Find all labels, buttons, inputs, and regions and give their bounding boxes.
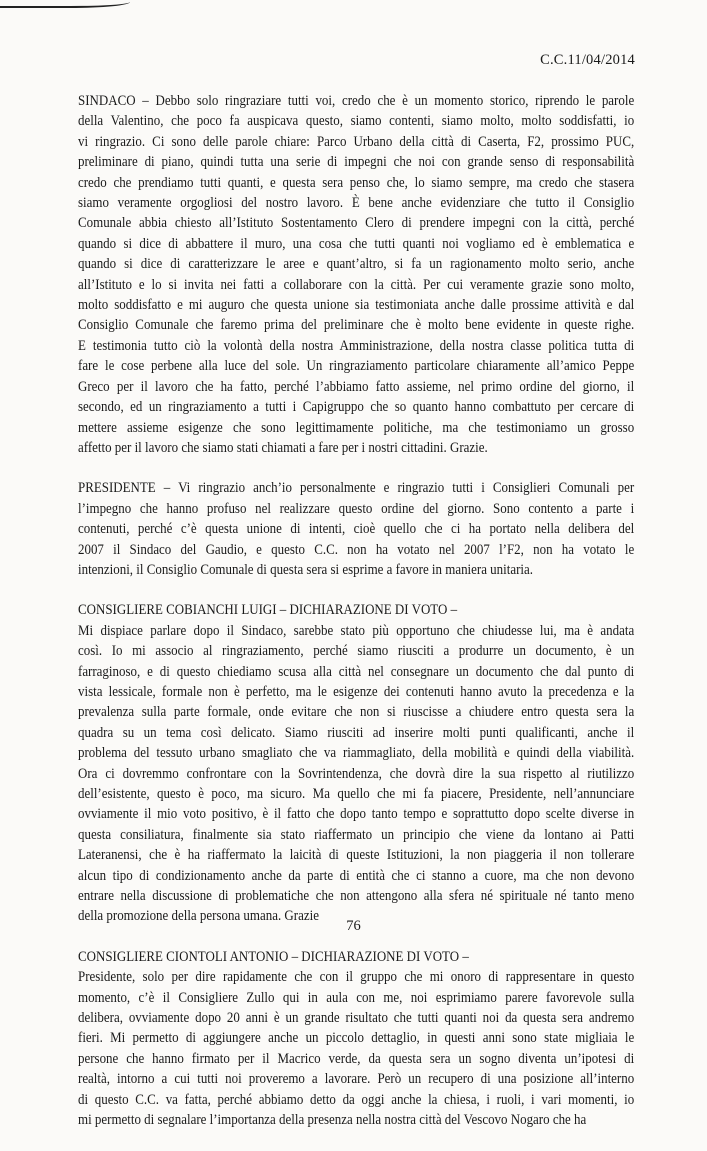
text-line: E testimonia tutto ciò la volontà della nostra Amministrazione, della nostra classe politica tutta di <box>78 337 635 354</box>
speech-presidente <box>78 478 634 580</box>
text-line: molto soddisfatto e mi auguro che questa unione sia testimoniata anche dalle prossime attività e dal <box>78 297 635 314</box>
text-line: intenzioni, il Consiglio Comunale di questa sera si esprime a favore in maniera unitaria. <box>78 561 533 578</box>
text-line: mettere assieme esigenze che sono legittimamente politiche, ma che testimoniamo un grosso <box>78 419 635 436</box>
text-line: entrare nella discussione di problematiche che non attengono alla sfera né spirituale né tanto meno <box>78 888 635 905</box>
text-line: di questo C.C. va fatta, perché abbiamo detto da oggi anche la chiesa, i ruoli, i vari momenti, io <box>78 1091 635 1108</box>
text-line: 2007 il Sindaco del Gaudio, e questo C.C. non ha votato nel 2007 l’F2, non ha votato le <box>78 541 635 558</box>
text-line: Comunale abbia chiesto all’Istituto Sostentamento Clero di prendere impegni con la città, perché <box>78 215 635 232</box>
text-line: SINDACO – Debbo solo ringraziare tutti voi, credo che è un momento storico, riprendo le parole <box>78 93 635 109</box>
scan-edge-mark <box>0 0 130 8</box>
text-line: persone che hanno firmato per il Macrico verde, da questa sera un sogno diventa un’ipotesi di <box>78 1050 635 1067</box>
text-line: vi ringrazio. Ci sono delle parole chiare: Parco Urbano della città di Caserta, F2, prossimo PUC, <box>78 133 635 150</box>
text-line: farraginoso, e di questo chiediamo scusa alla città nel consegnare un documento che dal punto di <box>78 663 635 680</box>
text-line: siamo veramente orgogliosi del nostro lavoro. È bene anche evidenziare che tutto il Consiglio <box>78 195 635 212</box>
session-reference: C.C.11/04/2014 <box>540 52 635 68</box>
text-line: questa consiliatura, finalmente sia stato riaffermato un principio che viene da lontano ai Patti <box>78 826 635 843</box>
text-line: delibera, ovviamente dopo 20 anni è un grande risultato che tutti quanti noi da questa sera andremo <box>78 1010 635 1027</box>
text-line: all’Istituto e lo si invita nei fatti a collaborare con la città. Per cui veramente grazie sono molto, <box>78 276 635 293</box>
text-line: contenuti, perché c’è questa unione di intenti, cioè quello che ci ha portato nella delibera del <box>78 521 635 538</box>
text-line: Mi dispiace parlare dopo il Sindaco, sarebbe stato più opportuno che chiudesse lui, ma è andata <box>78 622 635 639</box>
text-line: affetto per il lavoro che siamo stati chiamati a fare per i nostri cittadini. Grazie. <box>78 439 488 456</box>
text-line: vista lessicale, formale non è perfetto, ma le esigenze dei contenuti hanno avuto la precedenza e la <box>78 683 635 700</box>
text-line: così. Io mi associo al ringraziamento, perché siamo riusciti a produrre un documento, è un <box>78 643 635 660</box>
text-line: l’impegno che hanno profuso nel realizzare questo ordine del giorno. Sono contento a parte i <box>78 500 635 517</box>
text-line: Ora ci dovremmo confrontare con la Sovrintendenza, che dovrà dire la sua rispetto al riutilizzo <box>78 765 635 782</box>
text-line: quadra su un tema così delicato. Siamo riusciti ad inserire molti punti qualificanti, anche il <box>78 724 635 741</box>
page-number: 76 <box>346 918 361 934</box>
speaker-heading: CONSIGLIERE CIONTOLI ANTONIO – DICHIARAZIONE DI VOTO – <box>78 948 469 965</box>
speech-cobianchi <box>78 600 634 927</box>
speech-sindaco <box>78 91 634 458</box>
speech-ciontoli <box>78 947 634 1131</box>
text-line: Consiglio Comunale che faremo prima del preliminare che è molto bene evidente in queste righe. <box>78 317 635 334</box>
text-line: Lateranensi, che è ha riaffermato la laicità di queste Istituzioni, la non piaggeria il non tollerare <box>78 847 635 864</box>
text-line: preliminare di piano, quindi tutta una serie di impegni che noi con grande senso di responsabilità <box>78 154 635 171</box>
speaker-heading: CONSIGLIERE COBIANCHI LUIGI – DICHIARAZIONE DI VOTO – <box>78 602 458 619</box>
text-line: credo che prendiamo tutti quanti, e questa sera penso che, lo siamo sempre, ma credo che stasera <box>78 174 635 191</box>
text-line: della promozione della persona umana. Grazie <box>78 908 319 925</box>
text-line: quando si dice di caratterizzare le aree e quant’altro, si fa un ragionamento molto serio, anche <box>78 256 635 273</box>
text-line: fare le cose perbene alla luce del sole. Un ringraziamento particolare chiaramente all’amico Peppe <box>78 358 635 375</box>
text-line: fieri. Mi permetto di aggiungere anche un piccolo dettaglio, in questi anni sono state migliaia le <box>78 1030 635 1047</box>
text-line: Greco per il lavoro che ha fatto, perché l’abbiamo fatto assieme, nel primo ordine del giorno, il <box>78 378 635 395</box>
text-line: mi permetto di segnalare l’importanza della presenza nella nostra città del Vescovo Nogaro che ha <box>78 1112 587 1129</box>
text-line: PRESIDENTE – Vi ringrazio anch’io personalmente e ringrazio tutti i Consiglieri Comunali per <box>78 480 635 497</box>
text-line: quando si dice di abbattere il muro, una cosa che tutti quanti noi vogliamo ed è emblematica e <box>78 235 635 252</box>
text-line: prevalenza sulla parte formale, onde evitare che non si riuscisse a chiudere entro questa sera la <box>78 704 635 721</box>
text-line: Presidente, solo per dire rapidamente che con il gruppo che mi onoro di rappresentare in questo <box>78 969 635 986</box>
transcript-body <box>78 91 634 1151</box>
text-line: momento, c’è il Consigliere Zullo qui in aula con me, noi esprimiamo parere favorevole sulla <box>78 989 635 1006</box>
text-line: della Valentino, che poco fa auspicava questo, siamo contenti, siamo molto, molto soddisfatti, io <box>78 113 635 130</box>
text-line: problema del tessuto urbano smagliato che va riammagliato, della mobilità e quindi della viabilità. <box>78 745 635 762</box>
text-line: realtà, intorno a cui tutti noi proveremo a lavorare. Però un recupero di una posizione all’interno <box>78 1071 635 1088</box>
text-line: alcun tipo di condizionamento anche da parte di entità che ci stanno a cuore, ma che non devono <box>78 867 635 884</box>
text-line: secondo, ed un ringraziamento a tutti i Capigruppo che so quanto hanno combattuto per cercare di <box>78 399 635 416</box>
text-line: dell’esistente, questo è poco, ma sicuro. Ma quello che mi fa piacere, Presidente, nell’annunciare <box>78 786 635 802</box>
text-line: ovviamente il mio voto positivo, è il fatto che dopo tanto tempo e soprattutto dopo scelte diverse in <box>78 806 635 823</box>
